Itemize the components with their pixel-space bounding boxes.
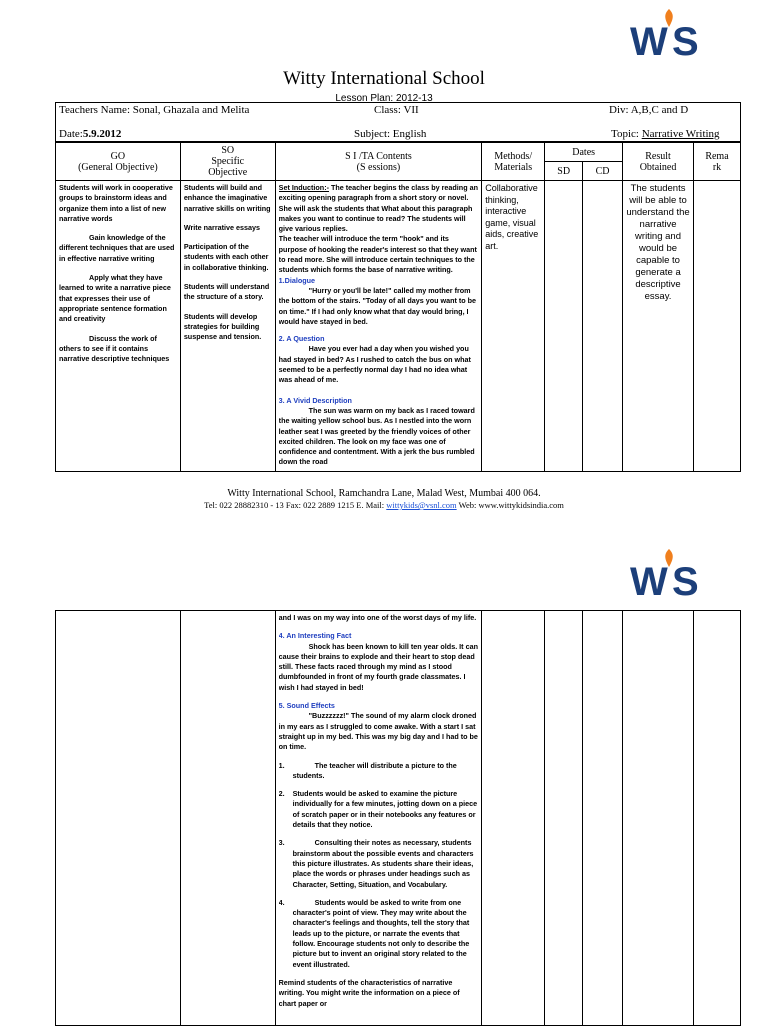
hook-paragraph: The teacher will introduce the term "hook" and its purpose of hooking the reader's interest so that they want to read more. She will introduce certain techniques to the students which forms the base of narrative writing.: [278, 234, 477, 275]
remark-cell: [694, 181, 741, 472]
step-text: Consulting their notes as necessary, students brainstorm about the possible events and characters this picture illustrates. As students share their ideas, place the words or phrases under headings such as Character, Setting, Situation, and Vocabulary.: [292, 838, 474, 889]
spacer: [279, 327, 479, 334]
go-paragraph-1: Students will work in cooperative groups to brainstorm ideas and organize them into a list of new narrative words: [59, 183, 173, 223]
methods-cell: Collaborative thinking, interactive game, visual aids, creative art.: [482, 181, 545, 472]
technique-4-text: Shock has been known to kill ten year olds. It can cause their brains to explode and their heart to stop dead still. These facts raced through my mind as I stood dumbfounded in front of my fourth grade classmates. I wish I had stayed in bed!: [278, 641, 478, 692]
step-number: 2.: [278, 789, 285, 799]
step-number: 1.: [278, 760, 285, 770]
topic-value: Narrative Writing: [641, 128, 720, 140]
header-methods: [482, 143, 545, 181]
methods-cell-continued: [482, 611, 545, 1026]
header-remark: [694, 143, 741, 181]
step-text: Students would be asked to write from one character's point of view. They may write about the character's feelings and thoughts, tell the story that leads up to the picture, or narrate the events that follow. Encourage students not only to describe the picture but to invent an original story related to the event illustrated.: [292, 897, 470, 969]
technique-2-heading: 2. A Question: [278, 334, 325, 344]
remark-cell-continued: [694, 611, 741, 1026]
so-cell: [180, 181, 275, 472]
footer-contact: [0, 500, 768, 510]
so-cell-continued: [180, 611, 275, 1026]
topic-field: [611, 128, 720, 140]
sd-cell-continued: [545, 611, 583, 1026]
header-sita-subtitle: (S essions): [356, 161, 401, 173]
step-1: [279, 761, 479, 782]
technique-5-text: "Buzzzzzz!" The sound of my alarm clock droned in my ears as I struggled to come awake. With a start I sat straight up in my bed. This was my big day and I had to be on time.: [278, 711, 478, 752]
technique-3-text: The sun was warm on my back as I raced toward the waiting yellow school bus. As I nestled into the worn leather seat I was greeted by the friendly voices of other excited children. The look on my face was one of confidence and contentment. With a jerk the bus rumbled down the road: [278, 405, 475, 467]
header-remark-line1: Rema: [705, 150, 729, 162]
sita-cell: [275, 181, 482, 472]
technique-5-heading: 5. Sound Effects: [278, 701, 335, 711]
school-logo-page2: [630, 548, 710, 608]
spacer: [279, 890, 479, 898]
go-cell: [56, 181, 181, 472]
footer-phone-fax: Tel: 022 28882310 - 13 Fax: 022 2889 1215 E. Mail:: [204, 500, 387, 510]
step-4: [279, 898, 479, 970]
result-cell-continued: [623, 611, 694, 1026]
go-paragraph-3: Apply what they have learned to write a narrative piece that expresses their use of appropriate sentence formation and creativity: [59, 273, 171, 324]
step-text: The teacher will distribute a picture to the students.: [292, 760, 457, 780]
logo-letter-w: W: [630, 560, 664, 604]
footer-address: Witty International School, Ramchandra Lane, Malad West, Mumbai 400 064.: [227, 488, 541, 499]
go-cell-continued: [56, 611, 181, 1026]
school-logo: [630, 8, 710, 68]
date-label: Date:: [59, 128, 83, 140]
technique-2-text: Have you ever had a day when you wished you had stayed in bed? As I rushed to catch the bus on what seemed to be a perfectly normal day I had no idea what was ahead of me.: [278, 344, 471, 385]
header-result-line1: Result: [645, 150, 671, 162]
footer-email-link[interactable]: wittykids@vsnl.com: [386, 500, 457, 510]
school-name: Witty International School: [283, 68, 485, 89]
header-remark-line2: rk: [712, 161, 722, 173]
technique-1-text: "Hurry or you'll be late!" called my mother from the bottom of the stairs. "Today of all days you want to be on time." If I had only know what that day would bring, I would have stayed in bed.: [278, 285, 477, 326]
induction-paragraph: [279, 183, 479, 234]
header-methods-line2: Materials: [494, 161, 533, 173]
cd-cell-continued: [583, 611, 623, 1026]
lesson-info-box: [55, 102, 741, 142]
lesson-plan-table: [55, 142, 741, 472]
header-result: [623, 143, 694, 181]
subject-field: Subject: English: [354, 128, 427, 140]
remind-text: Remind students of the characteristics of narrative writing. You might write the information on a piece of chart paper or: [278, 977, 460, 1008]
step-number: 4.: [278, 897, 285, 907]
sd-cell: [545, 181, 583, 472]
step-3: [279, 838, 479, 889]
spacer: [279, 753, 479, 761]
logo-letter-s: S: [672, 560, 699, 604]
logo-letter-w: W: [630, 20, 664, 64]
so-paragraph-4: Students will understand the structure of a story.: [183, 282, 270, 302]
header-sita-title: S I /TA Contents: [345, 150, 412, 162]
step-text: Students would be asked to examine the picture individually for a few minutes, jotting down on a piece of scratch paper or in their notebooks any features or details that they notice.: [292, 789, 478, 830]
technique-3-heading: 3. A Vivid Description: [278, 395, 352, 405]
header-dates: Dates: [545, 143, 623, 162]
so-paragraph-1: Students will build and enhance the imaginative narrative skills on writing: [183, 183, 271, 213]
step-number: 3.: [278, 838, 285, 848]
go-paragraph-2: Gain knowledge of the different techniques that are used in effective narrative writing: [59, 233, 175, 263]
topic-label: Topic:: [611, 128, 642, 140]
induction-text: The teacher begins the class by reading an exciting opening paragraph from a short story or novel. She will ask the students that What about this paragraph makes you want to continue to read? The students will give various replies.: [278, 183, 478, 234]
result-cell: The students will be able to understand the narrative writing and would be capable to generate a descriptive essay.: [623, 181, 694, 472]
logo-letter-s: S: [672, 20, 699, 64]
spacer: [279, 830, 479, 838]
spacer: [279, 693, 479, 701]
so-paragraph-2: Write narrative essays: [183, 222, 260, 232]
date-field: [59, 128, 121, 140]
header-go: [56, 143, 181, 181]
header-methods-line1: Methods/: [494, 150, 533, 162]
header-result-line2: Obtained: [639, 161, 677, 173]
date-value: 5.9.2012: [82, 128, 122, 140]
class-field: Class: VII: [374, 104, 419, 116]
so-paragraph-3: Participation of the students with each other in collaborative thinking.: [183, 242, 269, 272]
lesson-plan-table-continued: [55, 610, 741, 1026]
header-go-title: GO: [110, 150, 126, 162]
header-so-title: SO: [221, 145, 235, 156]
header-so-line3: Objective: [208, 167, 248, 178]
spacer: [279, 970, 479, 978]
header-go-subtitle: (General Objective): [78, 161, 158, 173]
header-sita: [275, 143, 482, 181]
technique-4-heading: 4. An Interesting Fact: [278, 631, 352, 641]
footer-web: Web: www.wittykidsindia.com: [456, 500, 564, 510]
teachers-name: Teachers Name: Sonal, Ghazala and Melita: [59, 104, 250, 116]
header-cd: CD: [583, 162, 623, 181]
step-2: [279, 789, 479, 830]
header-sd: SD: [545, 162, 583, 181]
spacer: [279, 781, 479, 789]
div-field: Div: A,B,C and D: [609, 104, 689, 116]
go-paragraph-4: Discuss the work of others to see if it contains narrative descriptive techniques: [59, 333, 170, 364]
spacer: [279, 623, 479, 631]
continued-text: and I was on my way into one of the worst days of my life.: [278, 613, 477, 622]
header-so: [180, 143, 275, 181]
lesson-plan-year: Lesson Plan: 2012-13: [335, 93, 433, 104]
sita-cell-continued: [275, 611, 482, 1026]
technique-1-heading: 1.Dialogue: [278, 275, 316, 285]
induction-label: Set Induction:-: [278, 183, 329, 192]
spacer: [279, 386, 479, 396]
cd-cell: [583, 181, 623, 472]
header-so-line2: Specific: [211, 156, 245, 167]
so-paragraph-5: Students will develop strategies for building suspense and tension.: [183, 311, 262, 342]
